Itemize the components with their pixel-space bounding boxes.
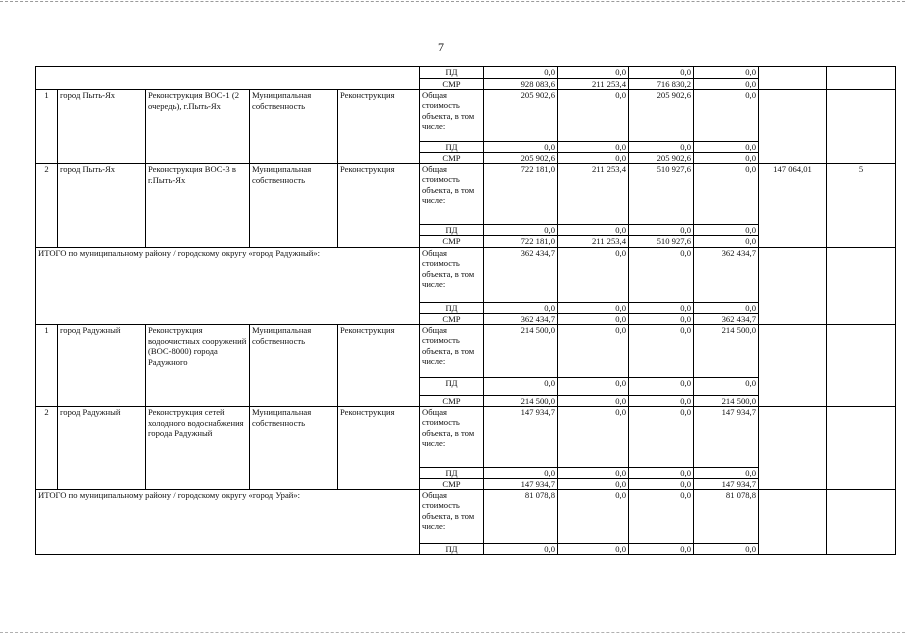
value-cell: 211 253,4 [558,164,629,225]
value-cell: 0,0 [629,396,694,407]
value-cell: 362 434,7 [694,248,759,303]
subrow-label: Общая стоимость объекта, в том числе: [420,325,484,378]
value-cell: 0,0 [629,225,694,236]
value-cell: 0,0 [558,142,629,153]
value-cell: 0,0 [694,79,759,90]
subrow-label: Общая стоимость объекта, в том числе: [420,248,484,303]
value-cell: 0,0 [558,153,629,164]
value-cell: 928 083,6 [484,79,558,90]
value-cell: 0,0 [558,479,629,490]
subrow-label: Общая стоимость объекта, в том числе: [420,90,484,142]
work-kind-cell: Реконструкция [338,164,420,248]
value-cell: 722 181,0 [484,164,558,225]
value-cell: 205 902,6 [484,153,558,164]
city-cell: город Радужный [58,325,146,407]
work-kind-cell: Реконструкция [338,90,420,164]
value-cell: 0,0 [694,544,759,555]
scan-edge-bottom [0,632,905,634]
table-row [36,490,896,544]
row-index: 1 [36,90,58,164]
value-cell: 510 927,6 [629,236,694,248]
object-cell: Реконструкция сетей холодного водоснабжения города Радужный [146,407,250,490]
empty-cell [827,248,896,325]
subrow-label: ПД [420,378,484,396]
value-cell: 211 253,4 [558,236,629,248]
value-cell: 0,0 [484,142,558,153]
row-index: 2 [36,164,58,248]
table-row [36,164,896,225]
value-cell: 0,0 [558,248,629,303]
subrow-label: СМР [420,314,484,325]
value-cell: 214 500,0 [694,325,759,378]
value-cell: 0,0 [629,303,694,314]
value-cell: 0,0 [629,67,694,79]
value-cell: 0,0 [694,67,759,79]
table-row [36,407,896,468]
value-cell: 362 434,7 [484,248,558,303]
value-cell: 214 500,0 [484,325,558,378]
table-row [36,90,896,142]
scan-edge-top [0,1,905,3]
ownership-cell: Муниципальная собственность [250,90,338,164]
value-cell: 0,0 [484,544,558,555]
value-cell: 0,0 [629,314,694,325]
value-cell: 0,0 [694,468,759,479]
value-cell: 0,0 [484,468,558,479]
object-cell: Реконструкция ВОС-3 в г.Пыть-Ях [146,164,250,248]
value-cell: 0,0 [629,248,694,303]
value-cell: 0,0 [558,468,629,479]
subrow-label: ПД [420,468,484,479]
value-cell: 214 500,0 [694,396,759,407]
object-cell: Реконструкция ВОС-1 (2 очередь), г.Пыть-Ях [146,90,250,164]
value-cell: 0,0 [484,225,558,236]
value-cell: 716 830,2 [629,79,694,90]
empty-cell [827,490,896,555]
subrow-label: СМР [420,236,484,248]
value-cell: 147 934,7 [484,479,558,490]
value-cell: 0,0 [629,490,694,544]
capital-investment-table [35,66,896,555]
empty-cell [759,325,827,407]
value-cell: 147 934,7 [694,407,759,468]
extra-count-cell: 5 [827,164,896,248]
value-cell: 81 078,8 [484,490,558,544]
value-cell: 0,0 [629,479,694,490]
subrow-label: СМР [420,479,484,490]
value-cell: 0,0 [629,544,694,555]
city-cell: город Радужный [58,407,146,490]
subrow-label: ПД [420,303,484,314]
value-cell: 0,0 [694,164,759,225]
value-cell: 0,0 [694,236,759,248]
value-cell: 205 902,6 [629,90,694,142]
empty-cell [759,490,827,555]
subrow-label: Общая стоимость объекта, в том числе: [420,164,484,225]
value-cell: 0,0 [558,90,629,142]
value-cell: 81 078,8 [694,490,759,544]
city-cell: город Пыть-Ях [58,164,146,248]
table-row [36,67,896,79]
empty-cell [827,325,896,407]
empty-cell [759,67,827,90]
value-cell: 0,0 [558,303,629,314]
empty-cell [827,407,896,490]
value-cell: 214 500,0 [484,396,558,407]
value-cell: 205 902,6 [484,90,558,142]
value-cell: 0,0 [629,378,694,396]
ownership-cell: Муниципальная собственность [250,164,338,248]
value-cell: 0,0 [629,142,694,153]
value-cell: 0,0 [629,468,694,479]
value-cell: 147 934,7 [694,479,759,490]
subrow-label: СМР [420,79,484,90]
table-row [36,325,896,378]
empty-cell [759,90,827,164]
value-cell: 0,0 [558,225,629,236]
empty-cell [827,67,896,90]
value-cell: 0,0 [694,225,759,236]
work-kind-cell: Реконструкция [338,325,420,407]
value-cell: 0,0 [558,490,629,544]
empty-cell [827,90,896,164]
subrow-label: ПД [420,67,484,79]
value-cell: 0,0 [558,67,629,79]
object-cell: Реконструкция водоочистных сооружений (ВОС-8000) города Радужного [146,325,250,407]
empty-cell [759,248,827,325]
value-cell: 0,0 [558,396,629,407]
value-cell: 0,0 [484,303,558,314]
value-cell: 0,0 [558,544,629,555]
value-cell: 362 434,7 [694,314,759,325]
value-cell: 0,0 [694,153,759,164]
value-cell: 0,0 [629,407,694,468]
page-number: 7 [438,40,444,54]
value-cell: 0,0 [558,325,629,378]
value-cell: 0,0 [629,325,694,378]
empty-cell [759,407,827,490]
extra-value-cell: 147 064,01 [759,164,827,248]
ownership-cell: Муниципальная собственность [250,407,338,490]
value-cell: 0,0 [694,142,759,153]
row-index: 1 [36,325,58,407]
value-cell: 0,0 [484,378,558,396]
row-index: 2 [36,407,58,490]
city-cell: город Пыть-Ях [58,90,146,164]
value-cell: 722 181,0 [484,236,558,248]
value-cell: 0,0 [558,407,629,468]
empty-cell [36,67,420,90]
value-cell: 510 927,6 [629,164,694,225]
value-cell: 0,0 [694,90,759,142]
value-cell: 362 434,7 [484,314,558,325]
value-cell: 0,0 [558,314,629,325]
itogo-label: ИТОГО по муниципальному району / городскому округу «город Радужный»: [36,248,420,325]
table-row [36,248,896,303]
subrow-label: СМР [420,396,484,407]
value-cell: 0,0 [694,303,759,314]
subrow-label: ПД [420,544,484,555]
itogo-label: ИТОГО по муниципальному району / городскому округу «город Урай»: [36,490,420,555]
value-cell: 147 934,7 [484,407,558,468]
ownership-cell: Муниципальная собственность [250,325,338,407]
value-cell: 0,0 [694,378,759,396]
subrow-label: Общая стоимость объекта, в том числе: [420,407,484,468]
subrow-label: СМР [420,153,484,164]
subrow-label: ПД [420,225,484,236]
value-cell: 211 253,4 [558,79,629,90]
value-cell: 0,0 [484,67,558,79]
subrow-label: Общая стоимость объекта, в том числе: [420,490,484,544]
value-cell: 205 902,6 [629,153,694,164]
subrow-label: ПД [420,142,484,153]
value-cell: 0,0 [558,378,629,396]
work-kind-cell: Реконструкция [338,407,420,490]
